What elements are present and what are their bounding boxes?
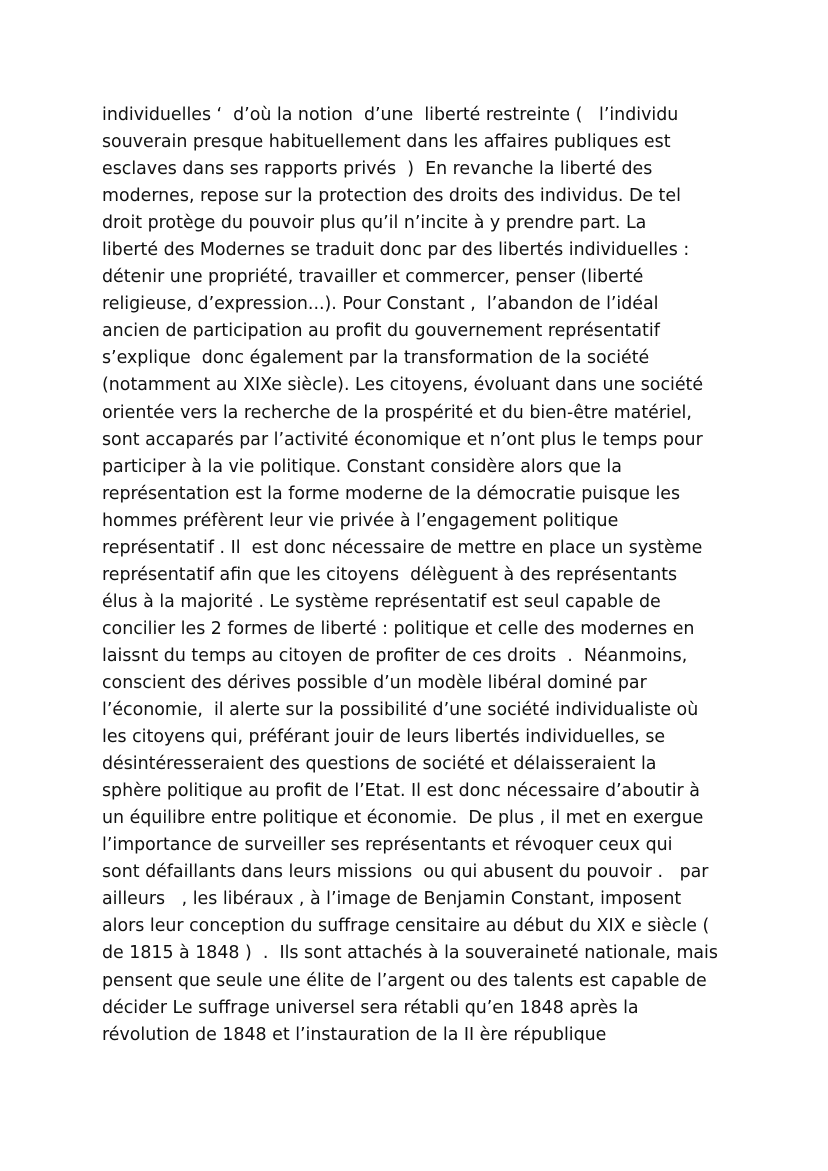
text-line: élus à la majorité . Le système représentatif est seul capable de (102, 591, 661, 612)
text-line: s’explique donc également par la transformation de la société (102, 348, 650, 369)
text-line: désintéresseraient des questions de société et délaisseraient la (102, 754, 657, 775)
text-line: modernes, repose sur la protection des droits des individus. De tel (102, 186, 681, 207)
text-line: détenir une propriété, travailler et commercer, penser (liberté (102, 267, 644, 288)
text-line: pensent que seule une élite de l’argent ou des talents est capable de (102, 970, 707, 991)
text-line: sont défaillants dans leurs missions ou qui abusent du pouvoir . par (102, 862, 709, 883)
text-line: participer à la vie politique. Constant considère alors que la (102, 456, 622, 477)
text-line: liberté des Modernes se traduit donc par des libertés individuelles : (102, 240, 690, 261)
text-line: individuelles ‘ d’où la notion d’une liberté restreinte ( l’individu (102, 105, 679, 125)
text-line: ailleurs , les libéraux , à l’image de Benjamin Constant, imposent (102, 889, 682, 910)
text-line: religieuse, d’expression...). Pour Constant , l’abandon de l’idéal (102, 294, 659, 315)
text-line: un équilibre entre politique et économie. De plus , il met en exergue (102, 808, 704, 829)
text-line: (notamment au XIXe siècle). Les citoyens, évoluant dans une société (102, 375, 704, 396)
text-line: sont accaparés par l’activité économique et n’ont plus le temps pour (102, 429, 703, 450)
text-line: orientée vers la recherche de la prospérité et du bien-être matériel, (102, 402, 692, 423)
text-line: concilier les 2 formes de liberté : politique et celle des modernes en (102, 618, 695, 639)
text-line: représentatif . Il est donc nécessaire de mettre en place un système (102, 537, 703, 558)
body-paragraph (102, 102, 742, 1049)
text-line: alors leur conception du suffrage censitaire au début du XIX e siècle ( (102, 916, 710, 937)
text-line: hommes préfèrent leur vie privée à l’engagement politique (102, 510, 619, 531)
text-line: laissnt du temps au citoyen de profiter de ces droits . Néanmoins, (102, 645, 688, 666)
text-line: esclaves dans ses rapports privés ) En revanche la liberté des (102, 159, 653, 180)
text-line: décider Le suffrage universel sera rétabli qu’en 1848 après la (102, 997, 639, 1018)
text-line: souverain presque habituellement dans les affaires publiques est (102, 132, 671, 153)
text-line: représentation est la forme moderne de la démocratie puisque les (102, 483, 681, 504)
text-line: les citoyens qui, préférant jouir de leurs libertés individuelles, se (102, 727, 666, 748)
text-line: droit protège du pouvoir plus qu’il n’incite à y prendre part. La (102, 213, 647, 234)
text-line: ancien de participation au profit du gouvernement représentatif (102, 321, 660, 342)
text-line: sphère politique au profit de l’Etat. Il est donc nécessaire d’aboutir à (102, 781, 700, 802)
text-line: conscient des dérives possible d’un modèle libéral dominé par (102, 672, 647, 693)
text-line: l’importance de surveiller ses représentants et révoquer ceux qui (102, 835, 673, 856)
text-line: révolution de 1848 et l’instauration de la II ère république (102, 1024, 607, 1045)
text-line: représentatif afin que les citoyens délèguent à des représentants (102, 564, 678, 585)
text-line: l’économie, il alerte sur la possibilité d’une société individualiste où (102, 700, 699, 721)
text-line: de 1815 à 1848 ) . Ils sont attachés à la souveraineté nationale, mais (102, 943, 718, 964)
